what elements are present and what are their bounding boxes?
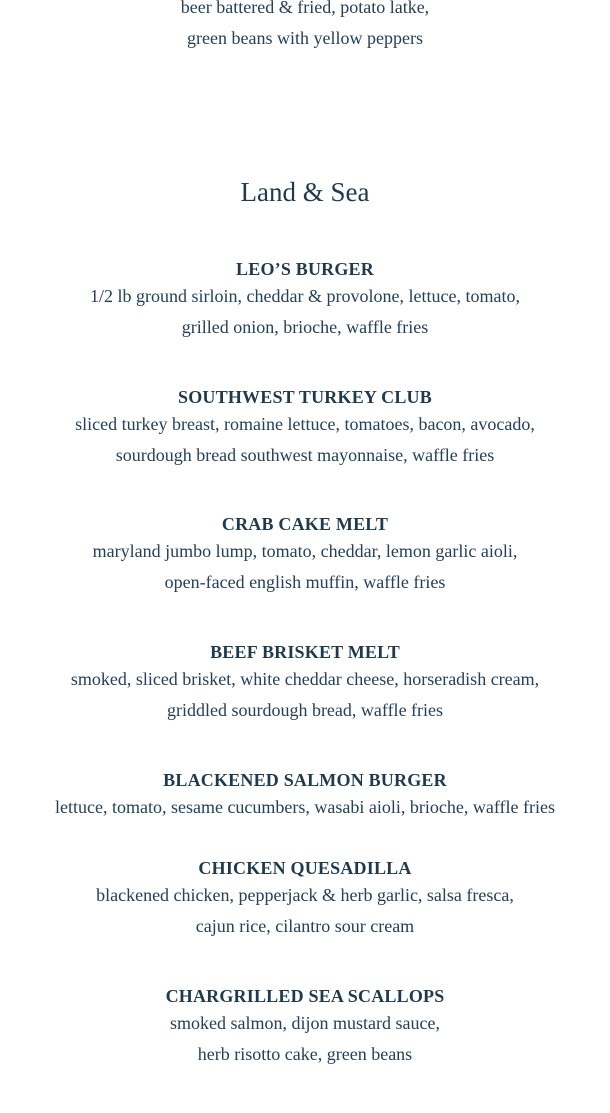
section-title: Land & Sea	[240, 177, 370, 207]
description-line: cajun rice, cilantro sour cream	[195, 916, 415, 936]
menu-item	[0, 984, 610, 1070]
description-line: grilled onion, brioche, waffle fries	[181, 317, 429, 337]
menu-item-name: CHICKEN QUESADILLA	[198, 858, 412, 878]
menu-item	[0, 640, 610, 726]
description-line: sourdough bread southwest mayonnaise, waffle fries	[115, 445, 495, 465]
menu-item	[0, 768, 610, 823]
description-line: open-faced english muffin, waffle fries	[164, 572, 446, 592]
menu-item-name: SOUTHWEST TURKEY CLUB	[178, 387, 432, 407]
menu-item-name: LEO’S BURGER	[236, 259, 374, 279]
menu-item	[0, 512, 610, 598]
menu-item	[0, 257, 610, 343]
description-line: sliced turkey breast, romaine lettuce, tomatoes, bacon, avocado,	[75, 414, 535, 434]
menu-item-name: BLACKENED SALMON BURGER	[163, 770, 447, 790]
description-line: maryland jumbo lump, tomato, cheddar, lemon garlic aioli,	[92, 541, 518, 561]
description-line: herb risotto cake, green beans	[197, 1044, 413, 1064]
description-line: smoked salmon, dijon mustard sauce,	[170, 1013, 440, 1033]
description-line: beer battered & fried, potato latke,	[180, 0, 430, 17]
description-line: blackened chicken, pepperjack & herb garlic, salsa fresca,	[96, 885, 514, 905]
menu-item	[0, 385, 610, 471]
description-line: lettuce, tomato, sesame cucumbers, wasabi aioli, brioche, waffle fries	[55, 797, 555, 817]
menu-item-name: CRAB CAKE MELT	[221, 514, 389, 534]
menu-item	[0, 856, 610, 942]
menu-item-name: BEEF BRISKET MELT	[210, 642, 400, 662]
menu-item-name: CHARGRILLED SEA SCALLOPS	[165, 986, 445, 1006]
description-line: 1/2 lb ground sirloin, cheddar & provolone, lettuce, tomato,	[90, 286, 520, 306]
description-line: green beans with yellow peppers	[187, 28, 423, 48]
description-line: griddled sourdough bread, waffle fries	[166, 700, 444, 720]
description-line: smoked, sliced brisket, white cheddar cheese, horseradish cream,	[70, 669, 540, 689]
previous-item-description	[0, 0, 610, 54]
